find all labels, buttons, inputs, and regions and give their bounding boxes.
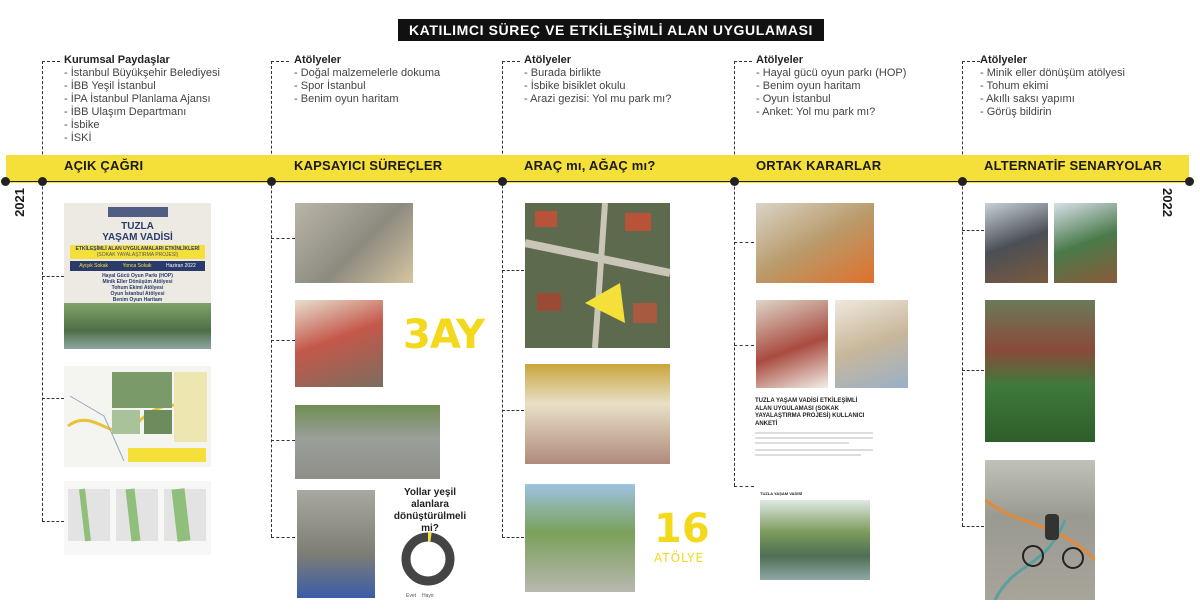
timeline-node [958, 177, 967, 186]
poster-event: Tohum Ekimi Atölyesi [111, 285, 164, 291]
timeline-node [38, 177, 47, 186]
connector [502, 410, 524, 411]
phase-label-inclusive: KAPSAYICI SÜREÇLER [294, 158, 443, 173]
group-list-workshops-1 [294, 67, 440, 106]
event-poster [64, 203, 211, 349]
workshop-count-label: ATÖLYE [654, 551, 705, 565]
report-title: TUZLA YAŞAM VADİSİ ETKİLEŞİMLİ ALAN UYGULAMASI (SOKAK YAYALAŞTIRMA PROJESİ) KULLANICI ANKETİ [755, 398, 865, 427]
poster-event: Oyun İstanbul Atölyesi [110, 291, 165, 297]
list-item: - İsbike bisiklet okulu [524, 80, 671, 93]
survey-donut-chart [398, 529, 458, 589]
list-item: - Doğal malzemelerle dokuma [294, 67, 440, 80]
photo-children-craft [295, 300, 383, 387]
group-title-workshops-3: Atölyeler [756, 54, 804, 66]
street-plans [64, 481, 211, 555]
list-item: - Benim oyun haritam [294, 93, 440, 106]
list-item: - Oyun İstanbul [756, 93, 906, 106]
list-item: - Arazi gezisi: Yol mu park mı? [524, 93, 671, 106]
phase-label-joint-decisions: ORTAK KARARLAR [756, 158, 882, 173]
photo-football [297, 490, 375, 598]
group-title-stakeholders: Kurumsal Paydaşlar [64, 54, 170, 66]
legend-item-yes: Evet [406, 593, 417, 599]
photo-map-workshop-2 [835, 300, 908, 388]
survey-report [755, 398, 873, 486]
list-item: - İPA İstanbul Planlama Ajansı [64, 93, 220, 106]
connector [271, 61, 289, 62]
list-item: - Hayal gücü oyun parkı (HOP) [756, 67, 906, 80]
year-start: 2021 [12, 188, 27, 217]
list-item: - Tohum ekimi [980, 80, 1125, 93]
photo-children-painting [295, 203, 413, 283]
connector [271, 537, 295, 538]
poster-event: Hayal Gücü Oyun Parkı (HOP) [102, 273, 173, 279]
photo-seed-planting-2 [1054, 203, 1117, 283]
photo-hop-playground [756, 203, 874, 283]
group-title-workshops-4: Atölyeler [980, 54, 1028, 66]
list-item: - Spor İstanbul [294, 80, 440, 93]
poster-date: Yonca Sokak [122, 263, 152, 269]
list-item: - İSKİ [64, 132, 220, 145]
list-item: - Görüş bildirin [980, 106, 1125, 119]
photo-seed-planting-1 [985, 203, 1048, 283]
legend-item-no: Hayır [422, 593, 434, 599]
timeline-line [4, 181, 1190, 182]
photo-bicycle-school [525, 484, 635, 592]
connector [962, 61, 963, 526]
connector [734, 61, 752, 62]
connector [962, 370, 984, 371]
connector [962, 230, 984, 231]
survey-question: Yollar yeşil alanlara dönüştürülmeli mi? [393, 487, 467, 534]
poster-date: Haziran 2022 [166, 263, 196, 269]
poster-date: Ayışık Sokak [79, 263, 109, 269]
group-list-workshops-2 [524, 67, 671, 106]
timeline-node [267, 177, 276, 186]
connector [502, 61, 520, 62]
group-list-stakeholders [64, 67, 220, 145]
connector [42, 398, 64, 399]
connector [962, 526, 984, 527]
phase-label-car-or-tree: ARAÇ mı, AĞAÇ mı? [524, 158, 656, 173]
report-caption: TUZLA YAŞAM VADİSİ [760, 491, 803, 496]
list-item: - Benim oyun haritam [756, 80, 906, 93]
connector [42, 61, 43, 521]
year-end: 2022 [1160, 188, 1175, 217]
poster-subtitle-2: (SOKAK YAYALAŞTIRMA PROJESİ) [96, 252, 179, 258]
poster-event: Minik Eller Dönüşüm Atölyesi [102, 279, 173, 285]
group-list-workshops-3 [756, 67, 906, 119]
street-plan-drawing [64, 481, 211, 555]
connector [502, 61, 503, 537]
photo-planters [985, 300, 1095, 442]
connector [42, 521, 64, 522]
list-item: - İBB Yeşil İstanbul [64, 80, 220, 93]
photo-child-bicycle [985, 460, 1095, 600]
list-item: - Burada birlikte [524, 67, 671, 80]
photo-workshop-tent [525, 364, 670, 464]
poster-event: Benim Oyun Haritam [112, 297, 163, 303]
connector [502, 270, 524, 271]
connector [734, 486, 754, 487]
survey-legend [406, 593, 434, 599]
phase-label-open-call: AÇIK ÇAĞRI [64, 158, 144, 173]
phase-label-alternatives: ALTERNATİF SENARYOLAR [984, 158, 1163, 173]
page-title: KATILIMCI SÜREÇ VE ETKİLEŞİMLİ ALAN UYGULAMASI [398, 19, 824, 41]
connector [734, 61, 735, 486]
street-paint-drawing [985, 460, 1095, 600]
poster-subtitle: ETKİLEŞİMLİ ALAN UYGULAMALARI ETKİNLİKLERİ [75, 246, 200, 252]
timeline-node [730, 177, 739, 186]
site-plan-board [64, 366, 211, 467]
duration-stat: 3AY [403, 312, 484, 358]
workshop-count: 16 [654, 506, 710, 552]
list-item: - Akıllı saksı yapımı [980, 93, 1125, 106]
connector [502, 537, 524, 538]
connector [42, 61, 60, 62]
site-plan-drawing [64, 366, 211, 467]
list-item: - İBB Ulaşım Departmanı [64, 106, 220, 119]
connector [271, 61, 272, 537]
connector [734, 242, 754, 243]
photo-map-workshop-1 [756, 300, 828, 388]
list-item: - Anket: Yol mu park mı? [756, 106, 906, 119]
connector [42, 276, 64, 277]
connector [962, 61, 980, 62]
group-title-workshops-1: Atölyeler [294, 54, 342, 66]
group-title-workshops-2: Atölyeler [524, 54, 572, 66]
photo-valley-render [760, 500, 870, 580]
photo-street-games [295, 405, 440, 479]
group-list-workshops-4 [980, 67, 1125, 119]
aerial-drawing [525, 203, 670, 348]
poster-title-2: YAŞAM VADİSİ [102, 232, 173, 243]
connector [271, 440, 295, 441]
photo-aerial-view [525, 203, 670, 348]
connector [734, 345, 754, 346]
connector [271, 238, 295, 239]
list-item: - İstanbul Büyükşehir Belediyesi [64, 67, 220, 80]
list-item: - İsbike [64, 119, 220, 132]
connector [271, 340, 295, 341]
timeline-node [1, 177, 10, 186]
list-item: - Minik eller dönüşüm atölyesi [980, 67, 1125, 80]
timeline-node [498, 177, 507, 186]
timeline-node [1185, 177, 1194, 186]
poster-title-1: TUZLA [121, 221, 154, 232]
